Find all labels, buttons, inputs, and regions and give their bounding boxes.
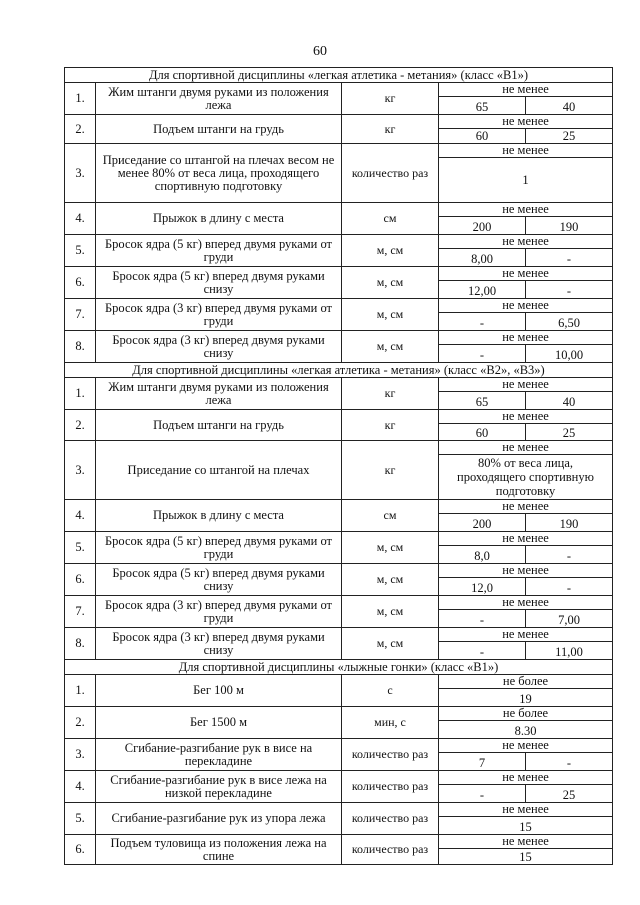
unit-cell: количество раз [342,739,439,771]
norm-value-cell [439,144,613,203]
row-number: 1. [65,675,96,707]
table-row [65,331,613,363]
norm-values [439,642,612,659]
row-number: 3. [65,739,96,771]
norm-value-cell [439,771,613,803]
norm-values [439,424,612,440]
row-number: 5. [65,235,96,267]
section-title: Для спортивной дисциплины «легкая атлетика - метания» (класс «В2», «В3») [65,363,613,378]
row-number: 1. [65,83,96,115]
unit-cell: с [342,675,439,707]
row-number: 4. [65,771,96,803]
table-row [65,739,613,771]
table-row [65,115,613,144]
table-row [65,299,613,331]
row-number: 7. [65,299,96,331]
table-row [65,707,613,739]
norm-value: 15 [519,820,532,834]
table-row [65,771,613,803]
qualifier: не менее [439,628,612,642]
norm-value-men: 200 [472,517,492,531]
row-number: 6. [65,267,96,299]
norm-value-cell [439,441,613,500]
qualifier: не менее [439,771,612,785]
table-row [65,803,613,835]
row-number: 5. [65,803,96,835]
qualifier: не менее [439,803,612,817]
norm-value: 80% от веса лица, проходящего спортивную подготовку [457,456,594,498]
norm-value-cell [439,564,613,596]
table-row [65,441,613,500]
exercise-name: Жим штанги двумя руками из положения лежа [96,83,342,115]
norm-value-cell [439,500,613,532]
table-row [65,532,613,564]
unit-cell: мин, с [342,707,439,739]
norm-value-men: 60 [475,426,489,440]
unit-cell: кг [342,441,439,500]
norm-value-cell [439,803,613,835]
norm-value-men: 12,0 [471,581,493,595]
row-number: 3. [65,144,96,203]
table-row [65,596,613,628]
exercise-name: Сгибание-разгибание рук в висе лежа на низкой перекладине [96,771,342,803]
norm-values [439,753,612,770]
table-row [65,83,613,115]
unit-cell: м, см [342,235,439,267]
table-row [65,203,613,235]
norm-value-men: - [479,645,485,659]
norm-value-cell [439,115,613,144]
norm-value-women: - [525,578,612,595]
norm-value-cell [439,378,613,410]
norm-value-women: 10,00 [525,345,612,362]
unit-cell: количество раз [342,771,439,803]
norm-value-cell [439,83,613,115]
norm-value-women: - [525,546,612,563]
row-number: 2. [65,115,96,144]
standards-table [64,67,613,865]
norm-values [439,313,612,330]
qualifier: не менее [439,564,612,578]
norm-value-men: 60 [475,129,489,143]
norm-values [439,785,612,802]
row-number: 2. [65,707,96,739]
row-number: 1. [65,378,96,410]
page-number: 60 [313,44,327,59]
unit-cell: см [342,500,439,532]
unit-cell: кг [342,83,439,115]
norm-value-men: 8,00 [471,252,493,266]
norm-value-women: - [525,249,612,266]
norm-value-women: 11,00 [525,642,612,659]
norm-value-women: - [525,281,612,298]
section-title: Для спортивной дисциплины «лыжные гонки» (класс «В1») [65,660,613,675]
qualifier: не более [439,675,612,689]
section-header-row [65,68,613,83]
table-row [65,144,613,203]
unit-cell: количество раз [342,803,439,835]
exercise-name: Бросок ядра (5 кг) вперед двумя руками снизу [96,564,342,596]
norm-value-men: - [479,788,485,802]
exercise-name: Подъем штанги на грудь [96,410,342,441]
row-number: 5. [65,532,96,564]
exercise-name: Бег 100 м [96,675,342,707]
norm-value-cell [439,835,613,865]
qualifier: не менее [439,835,612,849]
qualifier: не менее [439,235,612,249]
section-header-row [65,660,613,675]
norm-value-men: - [479,316,485,330]
exercise-name: Подъем туловища из положения лежа на спине [96,835,342,865]
exercise-name: Бросок ядра (5 кг) вперед двумя руками от груди [96,235,342,267]
norm-value-cell [439,203,613,235]
norm-value: 15 [519,850,532,864]
norm-value-cell [439,707,613,739]
norm-value-cell [439,628,613,660]
table-row [65,835,613,865]
exercise-name: Бросок ядра (3 кг) вперед двумя руками снизу [96,628,342,660]
norm-value-cell [439,675,613,707]
norm-value-cell [439,596,613,628]
unit-cell: м, см [342,596,439,628]
row-number: 4. [65,203,96,235]
norm-values [439,610,612,627]
unit-cell: м, см [342,532,439,564]
norm-value: 1 [522,173,529,187]
row-number: 2. [65,410,96,441]
norm-value-cell [439,235,613,267]
exercise-name: Прыжок в длину с места [96,203,342,235]
unit-cell: м, см [342,628,439,660]
table-row [65,628,613,660]
row-number: 7. [65,596,96,628]
qualifier: не менее [439,500,612,514]
norm-value-men: - [479,348,485,362]
norm-value-men: 65 [475,100,489,114]
exercise-name: Бросок ядра (3 кг) вперед двумя руками от груди [96,299,342,331]
row-number: 8. [65,331,96,363]
norm-value-women: 25 [525,785,612,802]
norm-value-women: 190 [525,217,612,234]
norm-values [439,578,612,595]
qualifier: не более [439,707,612,721]
table-row [65,410,613,441]
norm-values [439,345,612,362]
norm-value-women: 6,50 [525,313,612,330]
table-row [65,500,613,532]
exercise-name: Бросок ядра (5 кг) вперед двумя руками от груди [96,532,342,564]
norm-values [439,217,612,234]
table-row [65,378,613,410]
norm-value-cell [439,267,613,299]
norm-value-men: 7 [478,756,486,770]
unit-cell: см [342,203,439,235]
norm-value-men: 12,00 [467,284,497,298]
norm-value-women: 40 [525,392,612,409]
norm-values [439,392,612,409]
norm-value-men: 65 [475,395,489,409]
norm-value-women: 40 [525,97,612,114]
exercise-name: Подъем штанги на грудь [96,115,342,144]
norm-values [439,546,612,563]
section-header-row [65,363,613,378]
exercise-name: Сгибание-разгибание рук из упора лежа [96,803,342,835]
norm-values [439,129,612,143]
exercise-name: Бросок ядра (3 кг) вперед двумя руками от груди [96,596,342,628]
row-number: 6. [65,835,96,865]
norm-value-cell [439,532,613,564]
norm-value: 19 [519,692,532,706]
exercise-name: Прыжок в длину с места [96,500,342,532]
norm-values [439,97,612,114]
qualifier: не менее [439,115,612,129]
row-number: 4. [65,500,96,532]
exercise-name: Приседание со штангой на плечах весом не менее 80% от веса лица, проходящего спортивную подготовку [96,144,342,203]
norm-value-women: - [525,753,612,770]
unit-cell: м, см [342,299,439,331]
exercise-name: Приседание со штангой на плечах [96,441,342,500]
unit-cell: количество раз [342,144,439,203]
qualifier: не менее [439,83,612,97]
norm-value-cell [439,410,613,441]
table-row [65,267,613,299]
table-row [65,235,613,267]
qualifier: не менее [439,441,612,455]
norm-value-women: 25 [525,424,612,440]
norm-value-men: 200 [472,220,492,234]
norm-value-cell [439,299,613,331]
row-number: 6. [65,564,96,596]
qualifier: не менее [439,378,612,392]
table-row [65,675,613,707]
qualifier: не менее [439,596,612,610]
exercise-name: Бросок ядра (3 кг) вперед двумя руками снизу [96,331,342,363]
unit-cell: м, см [342,331,439,363]
exercise-name: Жим штанги двумя руками из положения лежа [96,378,342,410]
qualifier: не менее [439,267,612,281]
exercise-name: Сгибание-разгибание рук в висе на перекладине [96,739,342,771]
row-number: 8. [65,628,96,660]
norm-value-cell [439,331,613,363]
norm-value-men: 8,0 [474,549,490,563]
norm-value-women: 190 [525,514,612,531]
unit-cell: м, см [342,267,439,299]
qualifier: не менее [439,144,612,158]
exercise-name: Бросок ядра (5 кг) вперед двумя руками снизу [96,267,342,299]
norm-value-women: 7,00 [525,610,612,627]
norm-values [439,281,612,298]
unit-cell: кг [342,378,439,410]
norm-values [439,249,612,266]
norm-value-men: - [479,613,485,627]
qualifier: не менее [439,739,612,753]
qualifier: не менее [439,532,612,546]
table-row [65,564,613,596]
row-number: 3. [65,441,96,500]
unit-cell: кг [342,115,439,144]
qualifier: не менее [439,299,612,313]
qualifier: не менее [439,331,612,345]
norm-value: 8.30 [514,724,537,738]
unit-cell: м, см [342,564,439,596]
qualifier: не менее [439,203,612,217]
norm-value-cell [439,739,613,771]
unit-cell: количество раз [342,835,439,865]
qualifier: не менее [439,410,612,424]
norm-values [439,514,612,531]
section-title: Для спортивной дисциплины «легкая атлетика - метания» (класс «В1») [65,68,613,83]
exercise-name: Бег 1500 м [96,707,342,739]
norm-value-women: 25 [525,129,612,143]
unit-cell: кг [342,410,439,441]
